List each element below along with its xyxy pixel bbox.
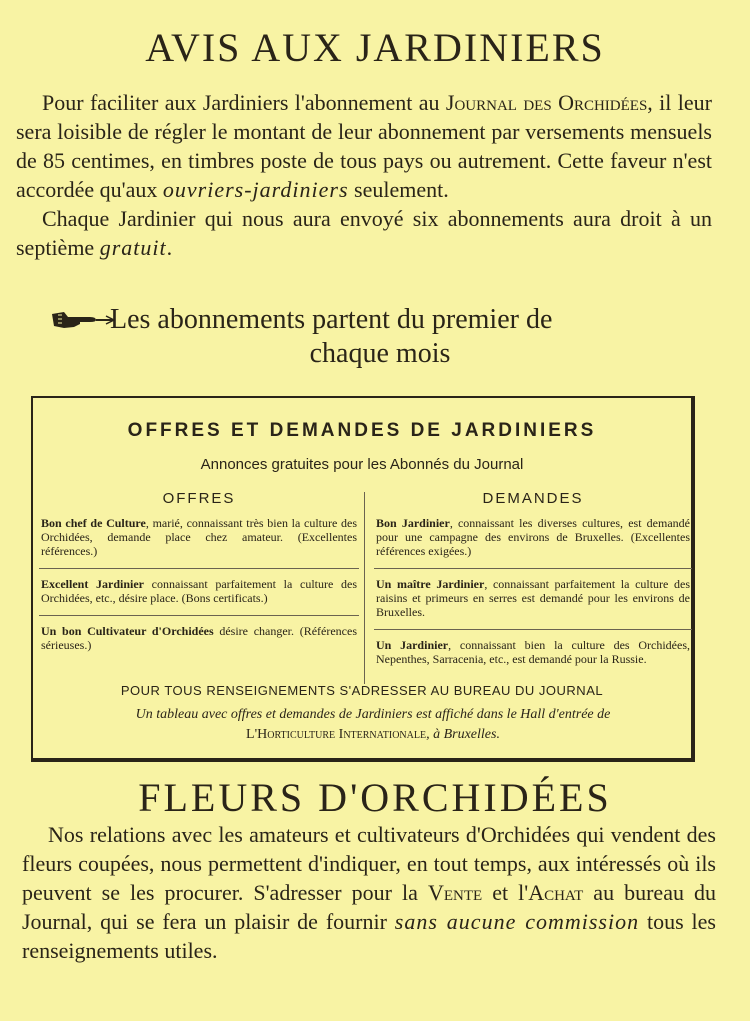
demande-title: Bon Jardinier [376,516,450,530]
intro-paragraph-2 [16,204,712,262]
fleurs-title: FLEURS D'ORCHIDÉES [138,775,612,820]
demande-title: Un Jardinier [376,638,449,652]
divider [39,568,359,569]
fleurs-text-part: au bureau du Journal, qui se fera un plaisir de fournir [22,880,717,934]
offre-title: Excellent Jardinier [41,577,144,591]
ads-box-subtitle: Annonces gratuites pour les Abonnés du Journal [200,456,524,473]
journal-name: Journal des Orchidées [445,90,648,115]
intro-text-part: seulement. [348,177,449,202]
intro-text-part: . [166,235,173,260]
fleurs-paragraph [22,820,716,965]
demande-item [374,512,692,564]
pointing-hand-icon [50,309,116,331]
divider [374,568,692,569]
notice-line-2: chaque mois [309,338,451,369]
demande-title: Un maître Jardinier [376,577,485,591]
sans-commission-text: sans aucune commission [394,909,640,934]
fleurs-text-part: tous les renseignements utiles. [22,909,716,963]
demandes-heading: DEMANDES [482,490,584,507]
ads-box-title: OFFRES ET DEMANDES DE JARDINIERS [127,420,597,441]
footer-note-text: Un tableau avec offres et demandes de Jardiniers est affiché dans le Hall d'entrée de [135,707,611,722]
ads-box-footer: POUR TOUS RENSEIGNEMENTS S'ADRESSER AU BUREAU DU JOURNAL [120,683,604,698]
demande-text: , connaissant parfaitement la culture des raisins et primeurs en serres est demandé pour les environs de Bruxelles. [376,577,690,619]
intro-text [16,88,712,262]
offre-title: Bon chef de Culture [41,516,146,530]
offre-item [39,512,359,564]
demande-item [374,634,692,672]
ads-box [31,396,695,762]
intro-paragraph-1 [16,88,712,204]
demande-item [374,573,692,625]
intro-text-part: Pour faciliter aux Jardiniers l'abonnement au [42,90,446,115]
offre-text: connaissant parfaitement la culture des Orchidées, etc., désire place. (Bons certificats.) [41,577,357,605]
gratuit-text: gratuit [99,235,167,260]
ads-box-footer-note [63,705,683,745]
achat-text: Achat [528,880,584,905]
vente-text: Vente [427,880,483,905]
divider [39,615,359,616]
fleurs-text-part: et l' [482,880,529,905]
subscription-notice [50,303,710,371]
offre-item [39,620,359,658]
offres-column [39,492,359,658]
fleurs-text [22,820,716,965]
fleurs-text-part: Nos relations avec les amateurs et cultivateurs d'Orchidées qui vendent des fleurs coupées, nous permettent d'indiquer, en tout temps, aux intéressés où ils peuvent se les procurer. S'adresser pour la [22,822,716,905]
offre-title: Un bon Cultivateur d'Orchidées [41,624,214,638]
demande-text: , connaissant les diverses cultures, est demandé pour une campagne des environs de Bruxelles. (Excellentes références exigées.) [376,516,690,558]
footer-note-text: , à Bruxelles. [426,727,500,742]
horticulture-internationale: L'Horticulture Internationale [246,727,427,742]
offre-text: , marié, connaissant très bien la culture des Orchidées, demande place chez amateur. (Excellentes références.) [41,516,358,558]
offre-item [39,573,359,611]
offre-text: désire changer. (Références sérieuses.) [41,624,357,652]
column-divider [364,492,365,684]
offres-heading: OFFRES [162,490,236,507]
demandes-column [374,492,692,672]
intro-text-part: , il leur sera loisible de régler le montant de leur abonnement par versements mensuels de 85 centimes, en timbres poste de tous pays ou autrement. Cette faveur n'est accordée qu'aux [16,90,712,202]
divider [374,629,692,630]
notice-line-1: Les abonnements partent du premier de [110,304,553,335]
ouvriers-jardiniers-text: ouvriers-jardiniers [162,177,349,202]
page-title: AVIS AUX JARDINIERS [145,25,605,70]
demande-text: , connaissant bien la culture des Orchidées, Nepenthes, Sarracenia, etc., est demandé pour la Russie. [376,638,690,666]
intro-text-part: Chaque Jardinier qui nous aura envoyé six abonnements aura droit à un septième [16,206,712,260]
